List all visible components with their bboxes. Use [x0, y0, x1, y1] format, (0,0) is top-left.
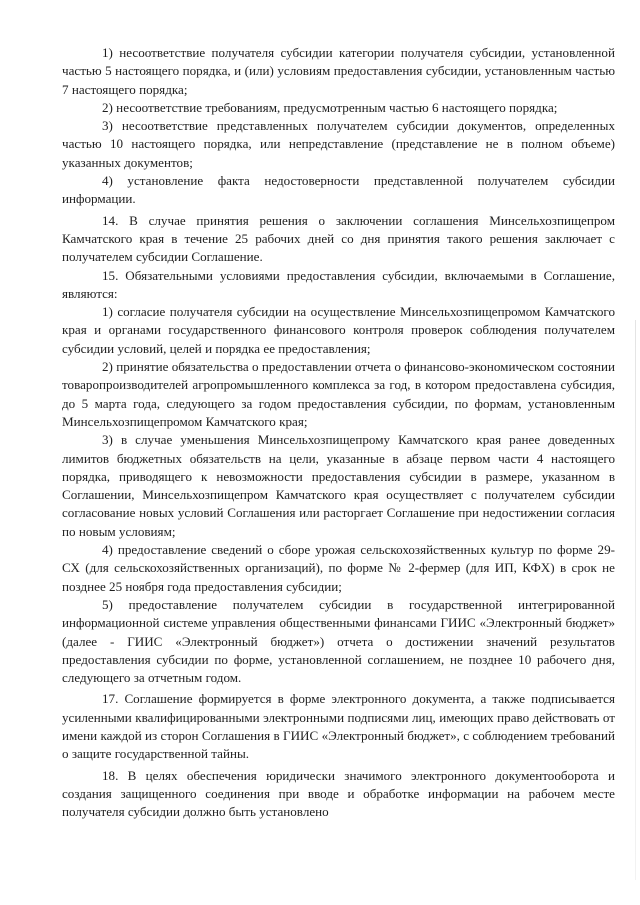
paragraph-condition-3: 3) в случае уменьшения Минсельхозпищепрому Камчатского края ранее доведенных лимитов бюджетных обязательств на цели, указанные в абзаце первом части 4 настоящего порядка, приводящего к невозможности предоставления субсидии в размере, указанном в Соглашении, Минсельхозпищепром Камчатского края осуществляет с получателем субсидии согласование новых условий Соглашения или расторгает Соглашение при недостижении согласия по новым условиям;	[62, 432, 615, 539]
paragraph-section-15: 15. Обязательными условиями предоставления субсидии, включаемыми в Соглашение, являются:	[62, 267, 615, 301]
document-page	[62, 44, 615, 821]
paragraph-item-4: 4) установление факта недостоверности представленной получателем субсидии информации.	[62, 173, 615, 207]
scan-edge-mark	[635, 320, 636, 880]
paragraph-item-2: 2) несоответствие требованиям, предусмотренным частью 6 настоящего порядка;	[102, 99, 558, 115]
paragraph-condition-5: 5) предоставление получателем субсидии в государственной интегрированной информационной системе управления общественными финансами ГИИС «Электронный бюджет» (далее - ГИИС «Электронный бюджет») отчета о достижении значений результатов предоставления субсидии по форме, установленной соглашением, не позднее 10 рабочего дня, следующего за отчетным годом.	[62, 596, 615, 686]
paragraph-section-18: 18. В целях обеспечения юридически значимого электронного документооборота и создания защищенного соединения при вводе и обработке информации на рабочем месте получателя субсидии должно быть установлено	[62, 767, 615, 820]
paragraph-section-17: 17. Соглашение формируется в форме электронного документа, а также подписывается усиленными квалифицированными электронными подписями лиц, имеющих право действовать от имени каждой из сторон Соглашения в ГИИС «Электронный бюджет», с соблюдением требований о защите государственной тайны.	[62, 691, 615, 762]
paragraph-section-14: 14. В случае принятия решения о заключении соглашения Минсельхозпищепром Камчатского края в течение 25 рабочих дней со дня принятия такого решения заключает с получателем субсидии Соглашение.	[62, 212, 615, 265]
paragraph-condition-4: 4) предоставление сведений о сборе урожая сельскохозяйственных культур по форме 29-СХ (для сельскохозяйственных организаций), по форме № 2-фермер (для ИП, КФХ) в срок не позднее 25 ноября года предоставления субсидии;	[62, 542, 615, 594]
paragraph-item-1: 1) несоответствие получателя субсидии категории получателя субсидии, установленной частью 5 настоящего порядка, и (или) условиям предоставления субсидии, установленным частью 7 настоящего порядка;	[62, 45, 615, 97]
paragraph-item-3: 3) несоответствие представленных получателем субсидии документов, определенных частью 10 настоящего порядка, или непредставление (представление не в полном объеме) указанных документов;	[62, 118, 615, 170]
paragraph-condition-1: 1) согласие получателя субсидии на осуществление Минсельхозпищепромом Камчатского края и органами государственного финансового контроля проверок соблюдения получателем субсидии условий, целей и порядка ее предоставления;	[62, 304, 615, 356]
paragraph-condition-2: 2) принятие обязательства о предоставлении отчета о финансово-экономическом состоянии товаропроизводителей агропромышленного комплекса за год, в котором предоставлена субсидия, до 5 марта года, следующего за годом предоставления субсидии, по формам, установленным Минсельхозпищепромом Камчатского края;	[62, 359, 615, 429]
